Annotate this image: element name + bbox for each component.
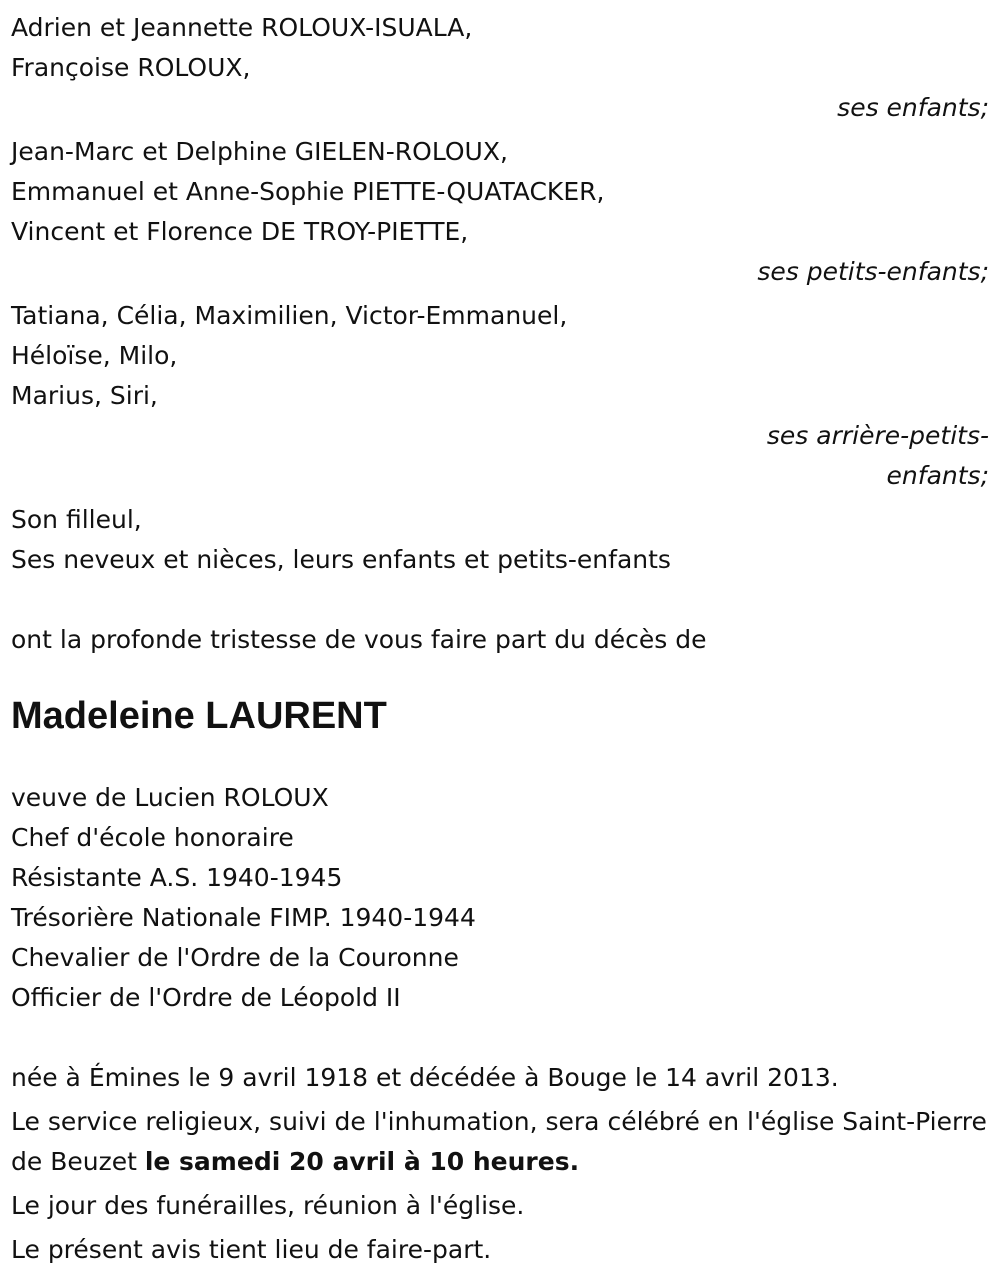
title-line-2: Chef d'école honoraire (11, 823, 294, 852)
title-line-4: Trésorière Nationale FIMP. 1940-1944 (11, 903, 476, 932)
others-group (11, 500, 991, 580)
grandchildren-role: ses petits-enfants; (757, 257, 989, 286)
service-text: Le service religieux, suivi de l'inhumation, sera célébré en l'église Saint-Pierre de Beuzet (11, 1107, 987, 1176)
grandchildren-line-3: Vincent et Florence DE TROY-PIETTE, (11, 217, 469, 246)
great-grandchildren-role-1: ses arrière-petits- (766, 421, 989, 450)
children-line-2: Françoise ROLOUX, (11, 53, 251, 82)
dates-line: née à Émines le 9 avril 1918 et décédée à Bouge le 14 avril 2013. (11, 1063, 839, 1092)
grandchildren-line-2: Emmanuel et Anne-Sophie PIETTE-QUATACKER, (11, 177, 605, 206)
announcement-line: ont la profonde tristesse de vous faire part du décès de (11, 625, 707, 654)
extended-family-line: Ses neveux et nièces, leurs enfants et petits-enfants (11, 545, 671, 574)
children-role: ses enfants; (837, 93, 989, 122)
title-line-6: Officier de l'Ordre de Léopold II (11, 983, 401, 1012)
gathering-line: Le jour des funérailles, réunion à l'église. (11, 1191, 525, 1220)
service-paragraph (11, 1102, 991, 1182)
great-grandchildren-line-2: Héloïse, Milo, (11, 341, 178, 370)
children-group (11, 8, 991, 128)
great-grandchildren-group (11, 296, 991, 496)
great-grandchildren-line-1: Tatiana, Célia, Maximilien, Victor-Emmanuel, (11, 301, 568, 330)
obituary-notice (11, 8, 991, 1270)
deceased-titles (11, 778, 991, 1018)
service-date: le samedi 20 avril à 10 heures. (144, 1147, 580, 1176)
title-line-1: veuve de Lucien ROLOUX (11, 783, 329, 812)
notice-line: Le présent avis tient lieu de faire-part. (11, 1235, 492, 1264)
godson-line: Son filleul, (11, 505, 142, 534)
title-line-3: Résistante A.S. 1940-1945 (11, 863, 343, 892)
grandchildren-line-1: Jean-Marc et Delphine GIELEN-ROLOUX, (11, 137, 508, 166)
great-grandchildren-role-2: enfants; (886, 461, 989, 490)
title-line-5: Chevalier de l'Ordre de la Couronne (11, 943, 459, 972)
children-line-1: Adrien et Jeannette ROLOUX-ISUALA, (11, 13, 473, 42)
great-grandchildren-line-3: Marius, Siri, (11, 381, 158, 410)
grandchildren-group (11, 132, 991, 292)
deceased-name: Madeleine LAURENT (11, 695, 387, 737)
